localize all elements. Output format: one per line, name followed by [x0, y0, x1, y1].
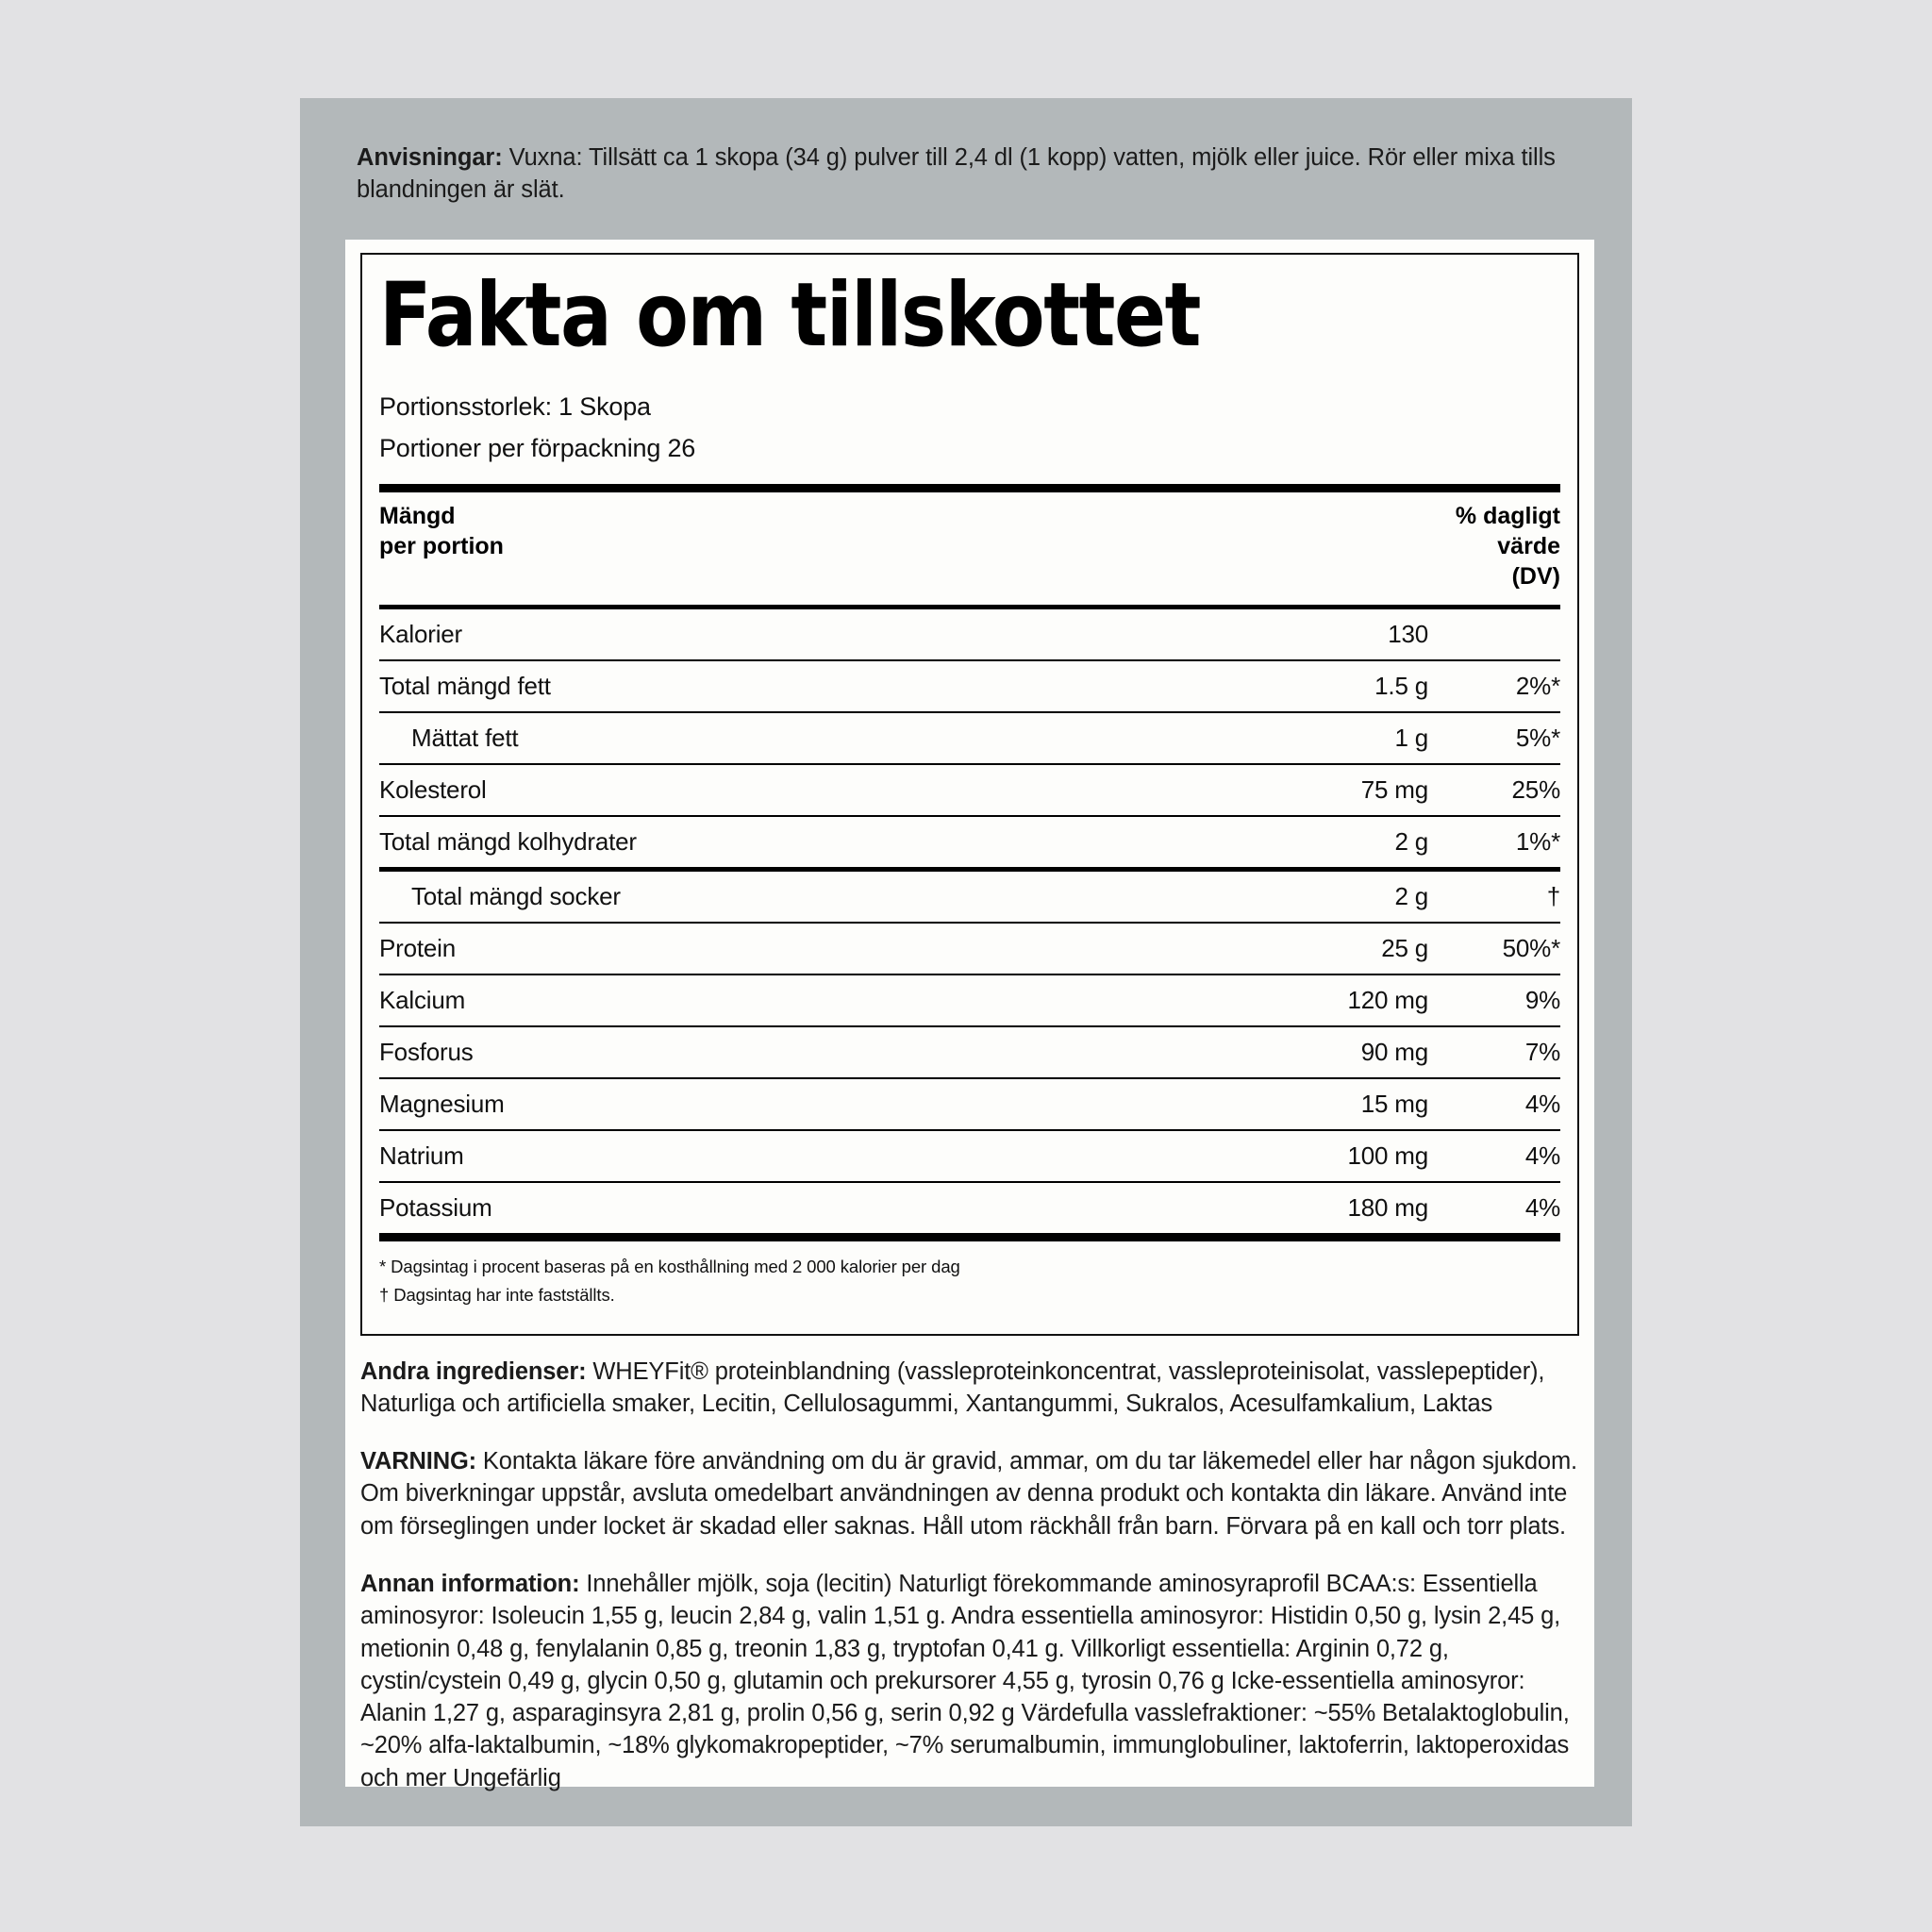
other-ingredients-block	[360, 1356, 1579, 1421]
warning-block	[360, 1445, 1579, 1542]
nutrient-amount: 180 mg	[1192, 1182, 1436, 1233]
other-ingredients-label: Andra ingredienser:	[360, 1358, 587, 1385]
nutrient-name: Total mängd kolhydrater	[379, 816, 1192, 870]
table-row	[379, 609, 1560, 660]
additional-info-text: Innehåller mjölk, soja (lecitin) Naturligt förekommande aminosyraprofil BCAA:s: Essentiella aminosyror: Isoleucin 1,55 g, leucin 2,84 g, valin 1,51 g. Andra essentiella aminosyror: Histidin 0,50 g, lysin 2,45 g, metionin 0,48 g, fenylalanin 0,85 g, treonin 1,83 g, tryptofan 0,41 g. Villkorligt essentiella: Arginin 0,72 g, cystin/cystein 0,49 g, glycin 0,50 g, glutamin och prekursorer 4,55 g, tyrosin 0,76 g Icke-essentiella aminosyror: Alanin 1,27 g, asparaginsyra 2,81 g, prolin 0,56 g, serin 0,92 g Värdefulla vasslefraktioner: ~55% Betalaktoglobulin, ~20% alfa-laktalbumin, ~18% glykomakropeptider, ~7% serumalbumin, immunglobuliner, laktoferrin, laktoperoxidas och mer Ungefärlig	[360, 1571, 1570, 1791]
table-row	[379, 816, 1560, 870]
dv-header-line1: % dagligt	[1455, 502, 1560, 529]
additional-info-block	[360, 1568, 1579, 1794]
nutrient-amount: 100 mg	[1192, 1130, 1436, 1182]
serving-size: Portionsstorlek: 1 Skopa	[379, 392, 651, 421]
amount-header	[379, 501, 504, 561]
nutrition-table	[379, 609, 1560, 1233]
nutrient-daily-value: 7%	[1436, 1026, 1560, 1078]
nutrient-daily-value: 5%*	[1436, 712, 1560, 764]
nutrient-name: Protein	[379, 923, 1192, 974]
nutrient-daily-value: 25%	[1436, 764, 1560, 816]
nutrient-amount: 130	[1388, 619, 1428, 648]
supplement-facts-title: Fakta om tillskottet	[379, 264, 1201, 367]
divider-thick-top	[379, 484, 1560, 492]
daily-value-header	[1456, 501, 1560, 591]
footnote-star: * Dagsintag i procent baseras på en kosthållning med 2 000 kalorier per dag	[379, 1256, 960, 1276]
nutrient-amount: 25 g	[1192, 923, 1436, 974]
table-row	[379, 1130, 1560, 1182]
table-row	[379, 1182, 1560, 1233]
table-row	[379, 712, 1560, 764]
directions-block	[357, 142, 1574, 206]
amount-header-line2: per portion	[379, 532, 504, 559]
nutrient-amount: 15 mg	[1192, 1078, 1436, 1130]
nutrient-name: Kalcium	[379, 974, 1192, 1026]
footnotes	[379, 1241, 1560, 1310]
additional-info-label: Annan information:	[360, 1571, 580, 1597]
directions-text: Vuxna: Tillsätt ca 1 skopa (34 g) pulver till 2,4 dl (1 kopp) vatten, mjölk eller juice. Rör eller mixa tills blandningen är slät.	[357, 144, 1556, 204]
nutrient-amount: 2 g	[1192, 816, 1436, 870]
nutrient-name: Kolesterol	[379, 764, 1192, 816]
nutrient-daily-value: 1%*	[1436, 816, 1560, 870]
nutrient-daily-value: 4%	[1436, 1182, 1560, 1233]
servings-per-container: Portioner per förpackning 26	[379, 434, 696, 463]
nutrient-name: Kalorier	[379, 619, 462, 648]
warning-text: Kontakta läkare före användning om du är gravid, ammar, om du tar läkemedel eller har någon sjukdom. Om biverkningar uppstår, avsluta omedelbart användningen av denna produkt och kontakta din läkare. Använd inte om förseglingen under locket är skadad eller saknas. Håll utom räckhåll från barn. Förvara på en kall och torr plats.	[360, 1448, 1577, 1540]
nutrient-daily-value: 50%*	[1436, 923, 1560, 974]
supplement-facts-box	[360, 253, 1579, 1336]
table-row	[379, 974, 1560, 1026]
nutrient-daily-value: 4%	[1436, 1078, 1560, 1130]
table-row	[379, 1026, 1560, 1078]
nutrient-amount: 1.5 g	[1192, 660, 1436, 712]
nutrient-name: Natrium	[379, 1130, 1192, 1182]
nutrient-amount: 75 mg	[1192, 764, 1436, 816]
nutrient-daily-value	[1436, 609, 1560, 660]
table-row	[379, 869, 1560, 923]
nutrient-name: Fosforus	[379, 1026, 1192, 1078]
nutrient-amount: 120 mg	[1192, 974, 1436, 1026]
nutrient-amount: 1 g	[1192, 712, 1436, 764]
warning-label: VARNING:	[360, 1448, 476, 1474]
nutrient-name: Magnesium	[379, 1078, 1192, 1130]
dv-header-line2: värde	[1497, 532, 1560, 559]
table-row	[379, 923, 1560, 974]
nutrient-daily-value: 2%*	[1436, 660, 1560, 712]
footnote-dagger: † Dagsintag har inte fastställts.	[379, 1285, 615, 1306]
directions-label: Anvisningar:	[357, 144, 503, 171]
nutrient-daily-value: 9%	[1436, 974, 1560, 1026]
supplement-facts-card	[345, 240, 1594, 1791]
amount-header-line1: Mängd	[379, 502, 456, 529]
table-row	[379, 764, 1560, 816]
nutrient-name: Mättat fett	[379, 712, 1192, 764]
dv-header-line3: (DV)	[1511, 562, 1560, 590]
nutrient-daily-value: 4%	[1436, 1130, 1560, 1182]
nutrient-amount: 90 mg	[1192, 1026, 1436, 1078]
nutrient-name: Potassium	[379, 1182, 1192, 1233]
nutrient-amount: 2 g	[1192, 869, 1436, 923]
divider-thick-bottom	[379, 1233, 1560, 1241]
product-label-panel	[300, 98, 1632, 1826]
nutrient-name: Total mängd fett	[379, 660, 1192, 712]
nutrient-name: Total mängd socker	[379, 869, 1192, 923]
table-header-row	[379, 492, 1560, 605]
table-row	[379, 660, 1560, 712]
table-row	[379, 1078, 1560, 1130]
nutrient-daily-value: †	[1436, 869, 1560, 923]
other-ingredients-text: WHEYFit® proteinblandning (vassleproteinkoncentrat, vassleproteinisolat, vasslepeptider), Naturliga och artificiella smaker, Lecitin, Cellulosagummi, Xantangummi, Sukralos, Acesulfamkalium, Laktas	[360, 1358, 1545, 1418]
